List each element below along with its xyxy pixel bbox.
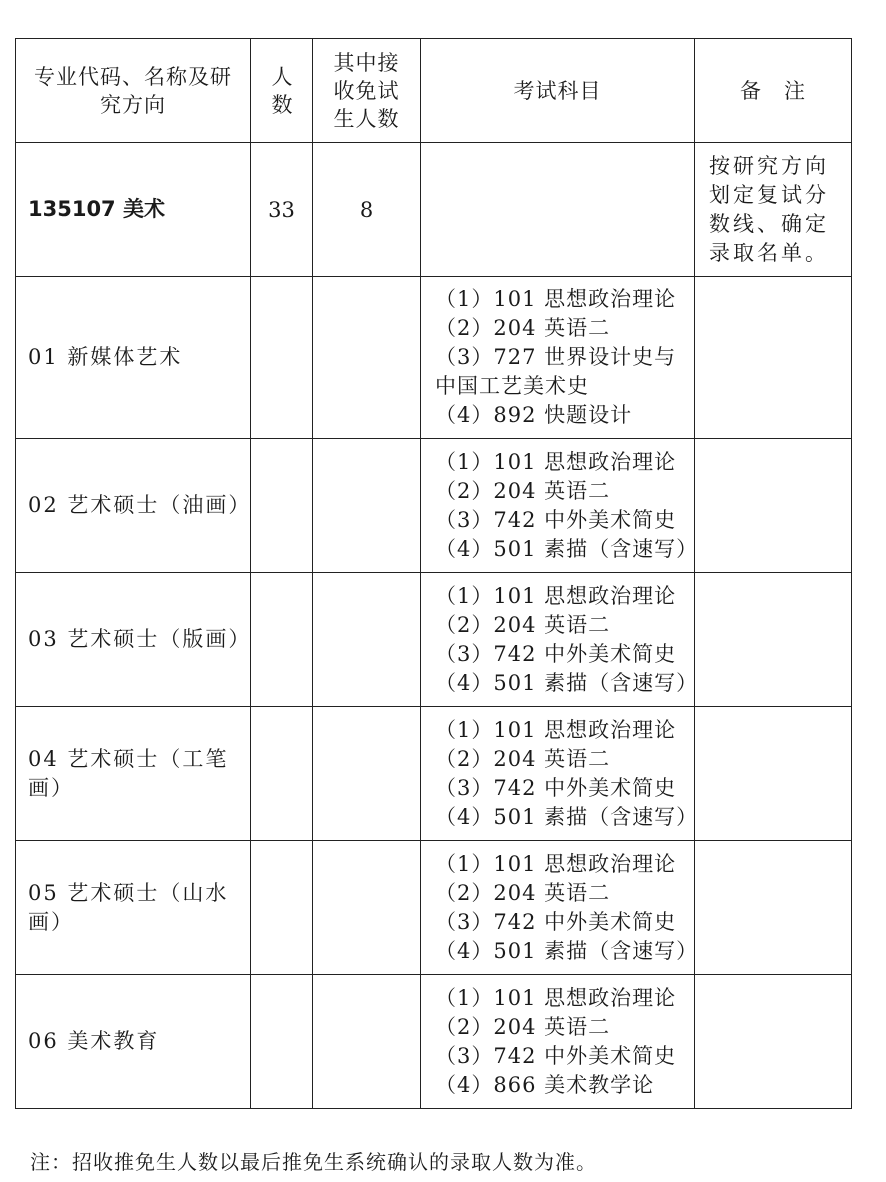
- table-row: [16, 439, 852, 573]
- subject-line: （1）101 思想政治理论: [435, 449, 677, 474]
- subject-line: （1）101 思想政治理论: [435, 583, 677, 608]
- empty-cell: [695, 573, 852, 707]
- empty-cell: [313, 841, 421, 975]
- subject-line: （1）101 思想政治理论: [435, 717, 677, 742]
- header-exempt: 其中接收免试生人数: [313, 39, 421, 143]
- subject-line: （4）501 素描（含速写）: [435, 804, 699, 829]
- empty-cell: [695, 841, 852, 975]
- empty-cell: [313, 277, 421, 439]
- major-note: 按研究方向划定复试分数线、确定录取名单。: [695, 143, 852, 277]
- empty-cell: [251, 573, 313, 707]
- empty-cell: [313, 439, 421, 573]
- subject-line: （3）742 中外美术简史: [435, 641, 677, 666]
- empty-cell: [313, 573, 421, 707]
- subject-line: （4）501 素描（含速写）: [435, 536, 699, 561]
- table-row: [16, 975, 852, 1109]
- table-row: [16, 277, 852, 439]
- direction-subjects: [421, 975, 695, 1109]
- subject-line: （1）101 思想政治理论: [435, 287, 677, 311]
- header-subjects: 考试科目: [421, 39, 695, 143]
- direction-subjects: [421, 439, 699, 573]
- table-row: [16, 707, 852, 841]
- subject-line: （2）204 英语二: [435, 746, 611, 771]
- header-major: 专业代码、名称及研究方向: [16, 39, 251, 143]
- subject-line: （2）204 英语二: [435, 612, 611, 637]
- table-row-major: [16, 143, 852, 277]
- subject-line: （4）892 快题设计: [435, 403, 633, 427]
- empty-cell: [695, 439, 852, 573]
- subject-line: （1）101 思想政治理论: [435, 985, 677, 1010]
- subject-line: （1）101 思想政治理论: [435, 851, 677, 876]
- empty-cell: [251, 277, 313, 439]
- direction-subjects: [421, 707, 699, 841]
- subject-line: （3）742 中外美术简史: [435, 507, 677, 532]
- subject-line: （3）742 中外美术简史: [435, 909, 677, 934]
- major-exempt: 8: [313, 143, 421, 277]
- major-name: 135107 美术: [16, 143, 251, 277]
- subject-line: （4）501 素描（含速写）: [435, 670, 699, 695]
- table-row: [16, 841, 852, 975]
- direction-name: 06 美术教育: [16, 975, 251, 1109]
- major-people: 33: [251, 143, 313, 277]
- direction-subjects: [421, 277, 695, 439]
- empty-cell: [313, 975, 421, 1109]
- direction-subjects: [421, 841, 699, 975]
- direction-subjects: [421, 573, 699, 707]
- subject-line: （4）866 美术教学论: [435, 1072, 655, 1097]
- table-header-row: [16, 39, 852, 143]
- subject-line: （2）204 英语二: [435, 880, 611, 905]
- table-row: [16, 573, 852, 707]
- direction-name: 01 新媒体艺术: [16, 277, 251, 439]
- direction-name: 02 艺术硕士（油画）: [16, 439, 251, 573]
- empty-cell: [313, 707, 421, 841]
- empty-cell: [251, 439, 313, 573]
- empty-cell: [251, 707, 313, 841]
- major-subjects: [421, 143, 695, 277]
- subject-line: （2）204 英语二: [435, 316, 611, 340]
- enrollment-table: [15, 38, 852, 1109]
- empty-cell: [251, 841, 313, 975]
- header-note: 备 注: [695, 39, 852, 143]
- header-people: 人数: [251, 39, 313, 143]
- subject-line: （2）204 英语二: [435, 478, 611, 503]
- subject-line: （3）742 中外美术简史: [435, 775, 677, 800]
- empty-cell: [251, 975, 313, 1109]
- empty-cell: [695, 707, 852, 841]
- direction-name: 03 艺术硕士（版画）: [16, 573, 251, 707]
- subject-line: （3）742 中外美术简史: [435, 1043, 677, 1068]
- direction-name: 05 艺术硕士（山水画）: [16, 841, 251, 975]
- empty-cell: [695, 277, 852, 439]
- direction-name: 04 艺术硕士（工笔画）: [16, 707, 251, 841]
- subject-line: （2）204 英语二: [435, 1014, 611, 1039]
- empty-cell: [695, 975, 852, 1109]
- subject-line: （3）727 世界设计史与中国工艺美术史: [435, 345, 677, 398]
- subject-line: （4）501 素描（含速写）: [435, 938, 699, 963]
- footnote: 注：招收推免生人数以最后推免生系统确认的录取人数为准。: [30, 1150, 597, 1174]
